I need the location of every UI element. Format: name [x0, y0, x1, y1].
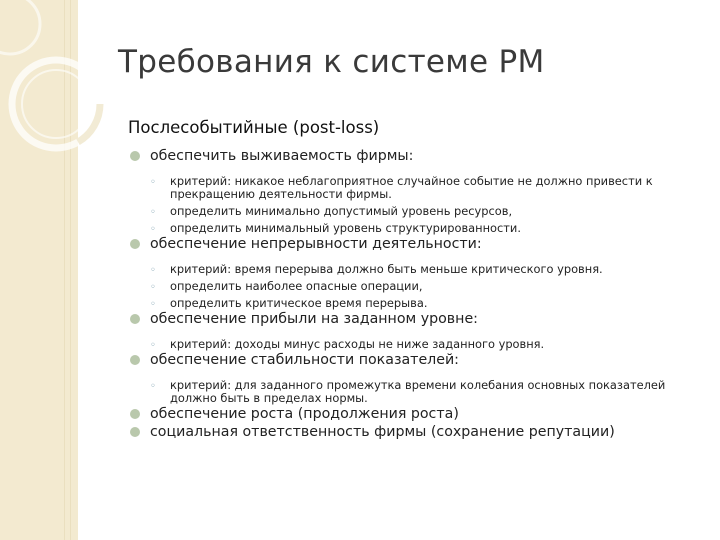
hollow-circle-icon: ◦: [150, 224, 156, 235]
bullet-group: [130, 423, 700, 441]
sub-bullet-list: [130, 379, 700, 405]
sub-bullet-text: определить минимально допустимый уровень ресурсов,: [170, 204, 513, 218]
bullet-item: [130, 147, 700, 165]
decorative-ring-overlay: [0, 0, 150, 200]
hollow-circle-icon: ◦: [150, 381, 156, 392]
bullet-dot-icon: [130, 239, 140, 249]
bullet-item: [130, 351, 700, 369]
bullet-text: обеспечение прибыли на заданном уровне:: [150, 311, 478, 327]
hollow-circle-icon: ◦: [150, 282, 156, 293]
sub-bullet-list: [130, 175, 700, 235]
sub-bullet-item: [130, 379, 700, 405]
bullet-item: [130, 405, 700, 423]
sub-bullet-item: [130, 338, 700, 351]
bullet-item: [130, 310, 700, 328]
sub-bullet-item: [130, 222, 700, 235]
sub-bullet-text: определить наиболее опасные операции,: [170, 279, 423, 293]
hollow-circle-icon: ◦: [150, 177, 156, 188]
sub-bullet-list: [130, 338, 700, 351]
bullet-text: обеспечить выживаемость фирмы:: [150, 148, 414, 164]
sub-bullet-item: [130, 263, 700, 276]
bullet-dot-icon: [130, 409, 140, 419]
hollow-circle-icon: ◦: [150, 340, 156, 351]
bullet-text: обеспечение стабильности показателей:: [150, 352, 459, 368]
bullet-dot-icon: [130, 427, 140, 437]
bullet-dot-icon: [130, 355, 140, 365]
sub-bullet-item: [130, 280, 700, 293]
sub-bullet-text: критерий: никакое неблагоприятное случайное событие не должно привести к прекращению деятельности фирмы.: [170, 174, 653, 201]
sub-bullet-text: определить минимальный уровень структурированности.: [170, 221, 521, 235]
bullet-group: [130, 405, 700, 423]
bullet-group: [130, 147, 700, 235]
bullet-text: обеспечение непрерывности деятельности:: [150, 236, 482, 252]
bullet-list: [130, 147, 700, 441]
bullet-item: [130, 423, 700, 441]
sub-bullet-text: критерий: для заданного промежутка времени колебания основных показателей должно быть в пределах нормы.: [170, 378, 666, 405]
hollow-circle-icon: ◦: [150, 265, 156, 276]
bullet-group: [130, 351, 700, 405]
sub-bullet-text: определить критическое время перерыва.: [170, 296, 428, 310]
bullet-text: обеспечение роста (продолжения роста): [150, 406, 459, 422]
sub-bullet-item: [130, 297, 700, 310]
slide-subtitle: Послесобытийные (post-loss): [128, 118, 380, 137]
bullet-dot-icon: [130, 314, 140, 324]
sub-bullet-item: [130, 205, 700, 218]
bullet-item: [130, 235, 700, 253]
hollow-circle-icon: ◦: [150, 299, 156, 310]
sub-bullet-item: [130, 175, 700, 201]
bullet-group: [130, 310, 700, 351]
hollow-circle-icon: ◦: [150, 207, 156, 218]
bullet-text: социальная ответственность фирмы (сохранение репутации): [150, 424, 615, 440]
bullet-group: [130, 235, 700, 310]
bullet-dot-icon: [130, 151, 140, 161]
sub-bullet-list: [130, 263, 700, 310]
sub-bullet-text: критерий: время перерыва должно быть меньше критического уровня.: [170, 262, 603, 276]
sub-bullet-text: критерий: доходы минус расходы не ниже заданного уровня.: [170, 337, 545, 351]
slide-title: Требования к системе PM: [118, 44, 545, 80]
